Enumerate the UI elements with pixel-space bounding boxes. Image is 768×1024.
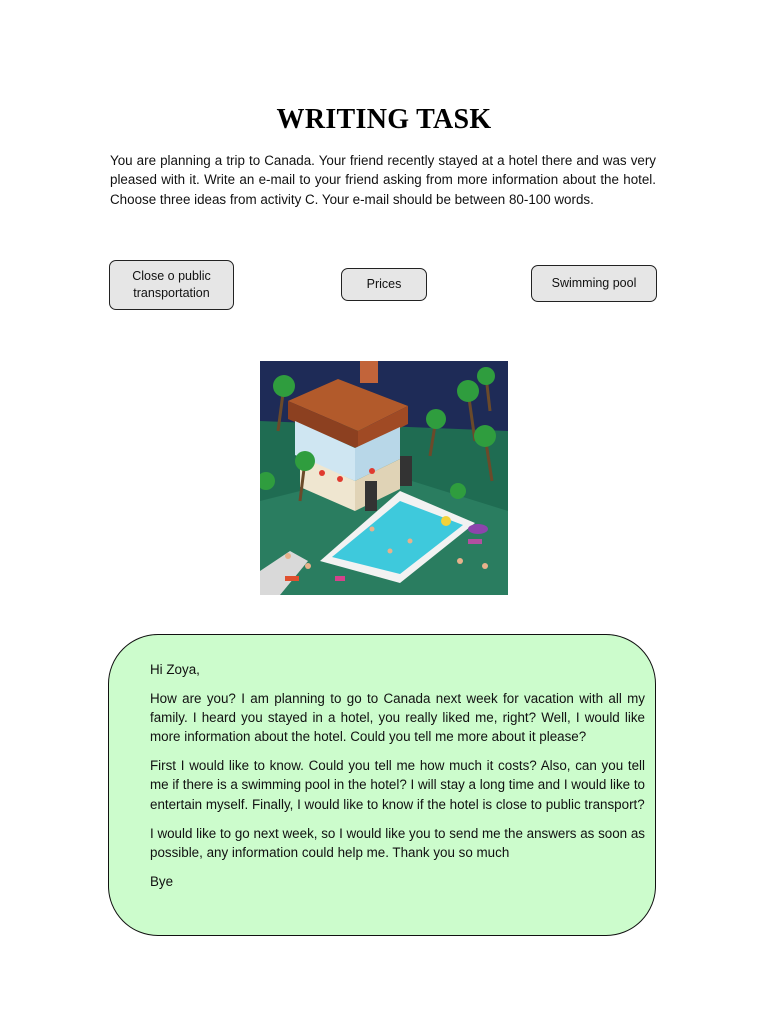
task-instructions: You are planning a trip to Canada. Your friend recently stayed at a hotel there and was very pleased with it. Write an e-mail to your friend asking from more information about the hotel. Choose three ideas from activity C. Your e-mail should be between 80-100 words. <box>110 153 656 207</box>
idea-box-swimming-pool <box>531 265 657 302</box>
hotel-pool-illustration <box>260 361 508 595</box>
idea-box-prices <box>341 268 427 301</box>
idea-box-transportation <box>109 260 234 310</box>
idea-label: Swimming pool <box>551 276 637 290</box>
email-signoff: Bye <box>150 873 174 889</box>
email-greeting: Hi Zoya, <box>150 662 200 677</box>
email-paragraph: How are you? I am planning to go to Canada next week for vacation with all my family. I heard you stayed in a hotel, you really liked me, right? Well, I would like more information about the hotel. Could you tell me more about it please? <box>150 690 645 745</box>
idea-label: Close o public transportation <box>132 269 211 300</box>
email-paragraph: I would like to go next week, so I would like you to send me the answers as soon as possible, any information could help me. Thank you so much <box>150 825 645 860</box>
email-paragraph: First I would like to know. Could you tell me how much it costs? Also, can you tell me if there is a swimming pool in the hotel? I will stay a long time and I would like to entertain myself. Finally, I would like to know if the hotel is close to public transport? <box>150 758 645 812</box>
email-answer-text <box>150 660 645 900</box>
idea-label: Prices <box>366 277 402 291</box>
page-title: WRITING TASK <box>276 104 492 135</box>
